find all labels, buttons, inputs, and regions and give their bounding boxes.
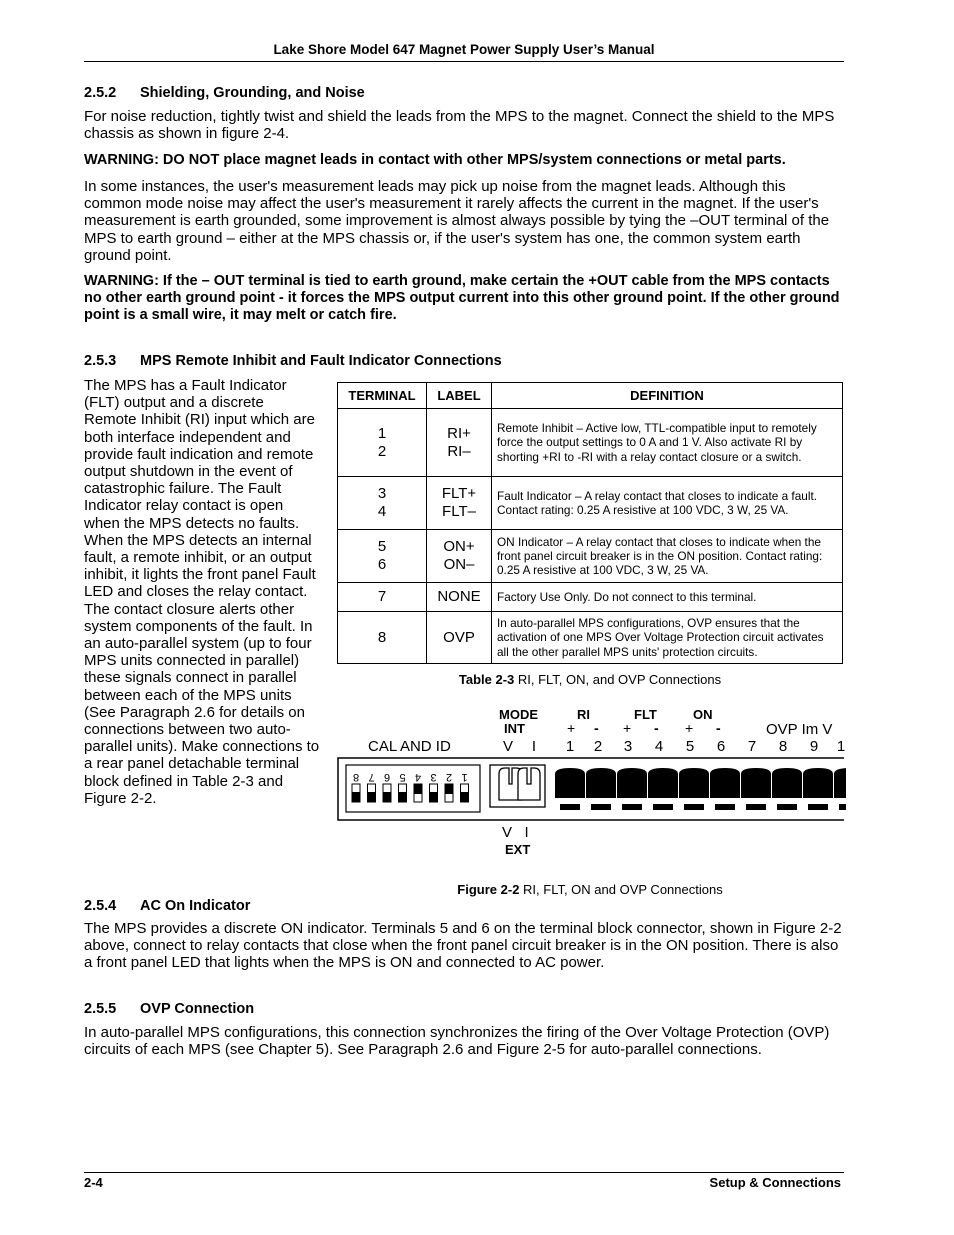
table-caption: [337, 672, 843, 687]
header-rule: [84, 61, 844, 62]
page-number: 2-4: [84, 1175, 103, 1190]
terminal-cell: [338, 409, 427, 477]
definition-cell: Factory Use Only. Do not connect to this terminal.: [492, 583, 843, 612]
warning-ground: WARNING: If the – OUT terminal is tied to earth ground, make certain the +OUT cable from the MPS contacts no other earth ground point - it forces the MPS output current into this other ground point. If the other ground point is a small wire, it may melt or catch fire.: [84, 273, 840, 324]
dip-switch: [414, 784, 422, 802]
paragraph-ovp: In auto-parallel MPS configurations, this connection synchronizes the firing of the Over Voltage Protection (OVP) circuits of each MPS (see Chapter 5). See Paragraph 2.6 and Figure 2-5 for auto-parallel connections.: [84, 1024, 830, 1059]
dip-switch-number: 2: [445, 771, 453, 783]
dip-switch-number: 5: [399, 771, 406, 783]
terminal-number-5: 5: [685, 738, 695, 755]
footer-rule: [84, 1172, 844, 1173]
caption-text: RI, FLT, ON and OVP Connections: [519, 882, 723, 897]
screw-terminal: [710, 768, 740, 810]
sign-ri-plus: +: [567, 720, 576, 736]
cal-and-id-label: CAL AND ID: [368, 738, 451, 755]
table-row: [338, 583, 843, 612]
dip-switch-box: [346, 765, 480, 812]
definition-cell: In auto-parallel MPS configurations, OVP ensures that the activation of one MPS Over Voltage Protection circuit activates all the other parallel MPS units' protection circuits.: [492, 612, 843, 664]
screw-terminal: [555, 768, 585, 810]
running-header: Lake Shore Model 647 Magnet Power Supply User’s Manual: [273, 42, 655, 57]
ext-label: EXT: [505, 842, 531, 857]
screw-terminal: [679, 768, 709, 810]
terminal-number: 2: [377, 442, 387, 460]
dip-switch-number: 3: [430, 771, 437, 783]
label-cell: [427, 530, 492, 583]
definition-cell: Remote Inhibit – Active low, TTL-compatible input to remotely force the output settings to 0 A and 1 V. Also activate RI by shorting +RI to -RI with a relay contact closure or a switch.: [492, 409, 843, 477]
terminal-number-1: 1: [565, 738, 575, 755]
terminal-cell: 8: [338, 612, 427, 664]
section-title: AC On Indicator: [140, 898, 251, 914]
ovp-im-v-label: OVP Im V: [766, 721, 833, 738]
sign-ri-minus: -: [594, 720, 599, 736]
label-cell: [427, 409, 492, 477]
dip-switch: [368, 784, 376, 802]
dip-switch-bank: [352, 784, 469, 802]
screw-terminal: [834, 768, 846, 810]
section-heading-2-5-5: [84, 1001, 254, 1017]
table-row: [338, 612, 843, 664]
section-heading-2-5-2: [84, 85, 365, 101]
dip-switch: [445, 784, 453, 802]
section-number: 2.5.5: [84, 1001, 117, 1017]
sign-flt-minus: -: [654, 720, 659, 736]
screw-terminal: [772, 768, 802, 810]
section-number: 2.5.4: [84, 898, 117, 914]
section-heading-2-5-3: [84, 353, 502, 369]
group-label-flt: FLT: [634, 707, 657, 722]
screw-terminal: [586, 768, 616, 810]
ext-vi-label: V I: [502, 824, 529, 841]
table-row: [338, 477, 843, 530]
label-cell: [427, 477, 492, 530]
dip-switch-numbers: [353, 771, 468, 783]
paragraph-remote-inhibit: The MPS has a Fault Indicator (FLT) output and a discrete Remote Inhibit (RI) input which are both interface independent and provide fault indication and remote output shutdown in the event of catastrophic failure. The Fault Indicator relay contact is open when the MPS detects no faults. When the MPS detects an internal fault, a remote inhibit, or an output inhibit, it lights the front panel Fault LED and closes the relay contact. The contact closure alerts other system components of the fault. In an auto-parallel system (up to four MPS units connected in parallel) these signals connect in parallel between each of the MPS units (See Paragraph 2.6 for details on connections between two auto-parallel units). Make connections to a rear panel detachable terminal block defined in Table 2-3 and Figure 2-2.: [84, 377, 320, 807]
dip-switch: [383, 784, 391, 802]
terminal-number-2: 2: [593, 738, 603, 755]
terminal-label: FLT+: [441, 485, 477, 502]
mode-jumper-i: [518, 768, 540, 800]
terminal-cell: [338, 530, 427, 583]
terminal-block-diagram: [336, 700, 846, 860]
paragraph-noise: In some instances, the user's measurement leads may pick up noise from the magnet leads. Although this common mode noise may affect the user's measurement it rarely affects the current in the magnet. If the user's measurement is earth grounded, some improvement is almost always possible by tying the –OUT terminal of the MPS to earth ground – either at the MPS chassis or, if the user's system has one, the common system earth ground point.: [84, 178, 830, 264]
section-number: 2.5.3: [84, 353, 117, 369]
label-cell: OVP: [427, 612, 492, 664]
section-title: Shielding, Grounding, and Noise: [140, 85, 365, 101]
sign-on-plus: +: [685, 720, 694, 736]
connections-table: [337, 382, 843, 664]
section-number: 2.5.2: [84, 85, 117, 101]
mode-int-label: INT: [504, 721, 525, 736]
screw-terminal: [741, 768, 771, 810]
paragraph-shielding: For noise reduction, tightly twist and shield the leads from the MPS to the magnet. Connect the shield to the MPS chassis as shown in figure 2-4.: [84, 108, 835, 143]
footer-section: Setup & Connections: [709, 1175, 841, 1190]
group-label-on: ON: [693, 707, 713, 722]
section-heading-2-5-4: [84, 898, 250, 914]
terminal-label: ON+: [443, 538, 475, 555]
dip-switch-number: 1: [461, 771, 468, 783]
label-cell: NONE: [427, 583, 492, 612]
terminal-number-v: V: [502, 738, 514, 755]
terminal-number-4: 4: [654, 738, 664, 755]
paragraph-ac-on: The MPS provides a discrete ON indicator. Terminals 5 and 6 on the terminal block connector, shown in Figure 2-2 above, connect to relay contacts that close when the front panel circuit breaker is in the ON position. There is also a front panel LED that lights when the MPS is ON and connected to AC power.: [84, 920, 842, 972]
terminal-cell: 7: [338, 583, 427, 612]
terminal-number: 6: [377, 556, 387, 573]
group-label-ri: RI: [577, 707, 590, 722]
terminal-cell: [338, 477, 427, 530]
column-header-label: LABEL: [427, 383, 492, 409]
caption-text: RI, FLT, ON, and OVP Connections: [514, 672, 722, 687]
dip-switch-number: 7: [368, 771, 375, 783]
table-row: [338, 530, 843, 583]
screw-terminal-row: [555, 768, 846, 810]
definition-cell: ON Indicator – A relay contact that closes to indicate when the front panel circuit breaker is in the ON position. Contact rating: 0.25 A resistive at 100 VDC, 3 W, 25 VA.: [492, 530, 843, 583]
terminal-number: 5: [377, 538, 387, 555]
terminal-label: RI+: [447, 424, 471, 442]
screw-terminal: [617, 768, 647, 810]
definition-cell: Fault Indicator – A relay contact that closes to indicate a fault. Contact rating: 0.25 A resistive at 100 VDC, 3 W, 25 VA.: [492, 477, 843, 530]
terminal-number-8: 8: [778, 738, 788, 755]
warning-leads: WARNING: DO NOT place magnet leads in contact with other MPS/system connections or metal parts.: [84, 152, 786, 168]
dip-switch: [399, 784, 407, 802]
dip-switch: [461, 784, 469, 802]
table-header-row: [338, 383, 843, 409]
caption-label: Table 2-3: [458, 672, 515, 687]
terminal-number-9: 9: [809, 738, 819, 755]
screw-terminal: [648, 768, 678, 810]
terminal-number-10: 1: [836, 738, 846, 755]
group-label-mode: MODE: [499, 707, 538, 722]
screw-terminal: [803, 768, 833, 810]
figure-caption: [337, 882, 843, 897]
terminal-label: RI–: [447, 442, 471, 460]
terminal-number: 3: [377, 485, 387, 502]
column-header-definition: DEFINITION: [492, 383, 843, 409]
table-row: [338, 409, 843, 477]
dip-switch-number: 4: [414, 771, 422, 783]
terminal-number-7: 7: [747, 738, 757, 755]
section-title: MPS Remote Inhibit and Fault Indicator Connections: [140, 353, 502, 369]
terminal-number-i: I: [531, 738, 537, 755]
terminal-label: FLT–: [442, 503, 476, 520]
terminal-number-row: [503, 738, 845, 755]
dip-switch-number: 8: [352, 771, 360, 783]
section-title: OVP Connection: [140, 1001, 255, 1017]
terminal-number: 1: [377, 424, 387, 442]
dip-switch-number: 6: [383, 771, 391, 783]
terminal-label: ON–: [443, 556, 475, 573]
terminal-number-6: 6: [716, 738, 726, 755]
dip-switch: [430, 784, 438, 802]
terminal-number-3: 3: [623, 738, 633, 755]
sign-on-minus: -: [716, 720, 721, 736]
sign-flt-plus: +: [623, 720, 632, 736]
terminal-number: 4: [377, 503, 387, 520]
dip-switch: [352, 784, 360, 802]
column-header-terminal: TERMINAL: [338, 383, 427, 409]
caption-label: Figure 2-2: [457, 882, 520, 897]
